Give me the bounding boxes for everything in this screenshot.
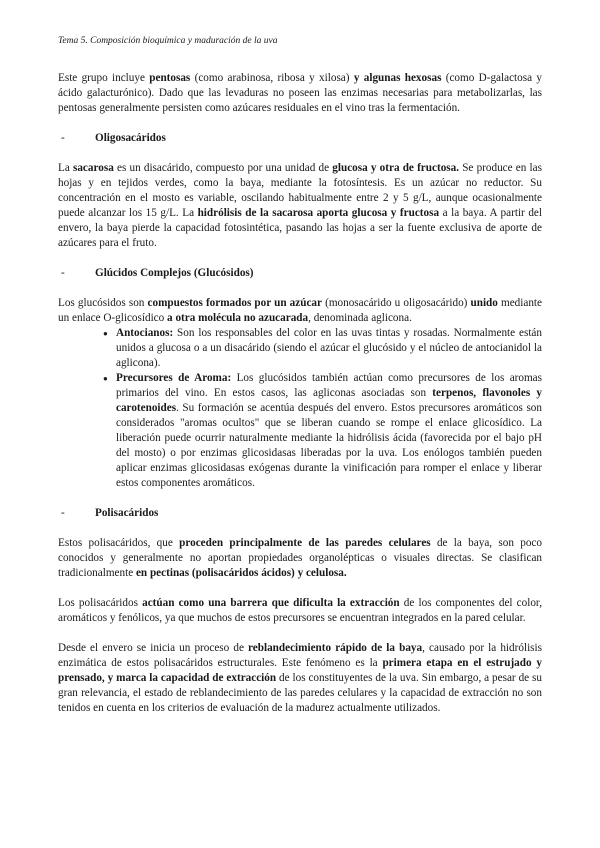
bullet-icon: ● — [103, 374, 108, 383]
section-heading-oligosacaridos: - Oligosacáridos — [61, 132, 166, 144]
section-heading-glucosidos: - Glúcidos Complejos (Glucósidos) — [61, 267, 254, 279]
list-item: ● Precursores de Aroma: Los glucósidos también actúan como precursores de los aromas primarios del vino. En estos casos, las agliconas asociadas son terpenos, flavonoles y carotenoides. Su formación se acentúa después del envero. Estos precursores aromáticos son considerados "aromas ocultos" que se liberan cuando se rompe el enlace glicosídico. La liberación puede ocurrir naturalmente mediante la hidrólisis ácida (favorecida por el bajo pH del mosto) o por enzimas glicosidasas liberadas por la uva. Los enólogos también pueden aplicar enzimas glicosidasas exógenas durante la vinificación para romper el enlace y liberar estos componentes aromáticos. — [103, 372, 543, 489]
glucosidos-paragraph: Los glucósidos son compuestos formados por un azúcar (monosacárido u oligosacárido) unido mediante un enlace O-glicosídico a otra molécula no azucarada, denominada aglicona. — [58, 297, 542, 324]
document-body — [58, 71, 542, 731]
bullet-icon: ● — [103, 329, 108, 338]
polisacaridos-paragraph-3: Desde el envero se inicia un proceso de reblandecimiento rápido de la baya, causado por la hidrólisis enzimática de estos polisacáridos estructurales. Este fenómeno es la primera etapa en el estrujado y prensado, y marca la capacidad de extracción de los constituyentes de la uva. Sin embargo, a pesar de su gran relevancia, el estado de reblandecimiento de las paredes celulares y la capacidad de extracción no son tenidos en cuenta en los criterios de evaluación de la madurez actualmente utilizados. — [58, 642, 542, 714]
polisacaridos-paragraph-2: Los polisacáridos actúan como una barrera que dificulta la extracción de los componentes del color, aromáticos y fenólicos, ya que muchos de estos precursores se encuentran integrados en la pared celular. — [58, 597, 542, 624]
intro-paragraph: Este grupo incluye pentosas (como arabinosa, ribosa y xilosa) y algunas hexosas (como D-galactosa y ácido galacturónico). Dado que las levaduras no poseen las enzimas necesarias para metabolizarlas, las pentosas generalmente persisten como azúcares residuales en el vino tras la fermentación. — [58, 72, 542, 114]
running-header: Tema 5. Composición bioquímica y maduración de la uva — [58, 36, 278, 46]
polisacaridos-paragraph-1: Estos polisacáridos, que proceden principalmente de las paredes celulares de la baya, son poco conocidos y generalmente no aportan propiedades organolépticas o visuales directas. Se clasifican tradicionalmente en pectinas (polisacáridos ácidos) y celulosa. — [58, 537, 542, 579]
glucosidos-list — [58, 326, 542, 491]
list-item: ● Antocianos: Son los responsables del color en las uvas tintas y rosadas. Normalmente están unidos a glucosa o a un disacárido (siendo el azúcar el glucósido y el núcleo de antocianidol la aglicona). — [103, 327, 542, 369]
oligosacaridos-paragraph: La sacarosa es un disacárido, compuesto por una unidad de glucosa y otra de fructosa. Se produce en las hojas y en tejidos verdes, como la baya, mediante la fotosíntesis. Es un azúcar no reductor. Su concentración en el mosto es variable, oscilando habitualmente entre 2 y 5 g/L, aunque ocasionalmente puede alcanzar los 15 g/L. La hidrólisis de la sacarosa aporta glucosa y fructosa a la baya. A partir del envero, la baya pierde la capacidad fotosintética, pasando las hojas a ser la fuente exclusiva de aporte de azúcares para el fruto. — [58, 162, 542, 249]
section-heading-polisacaridos: - Polisacáridos — [61, 507, 159, 519]
